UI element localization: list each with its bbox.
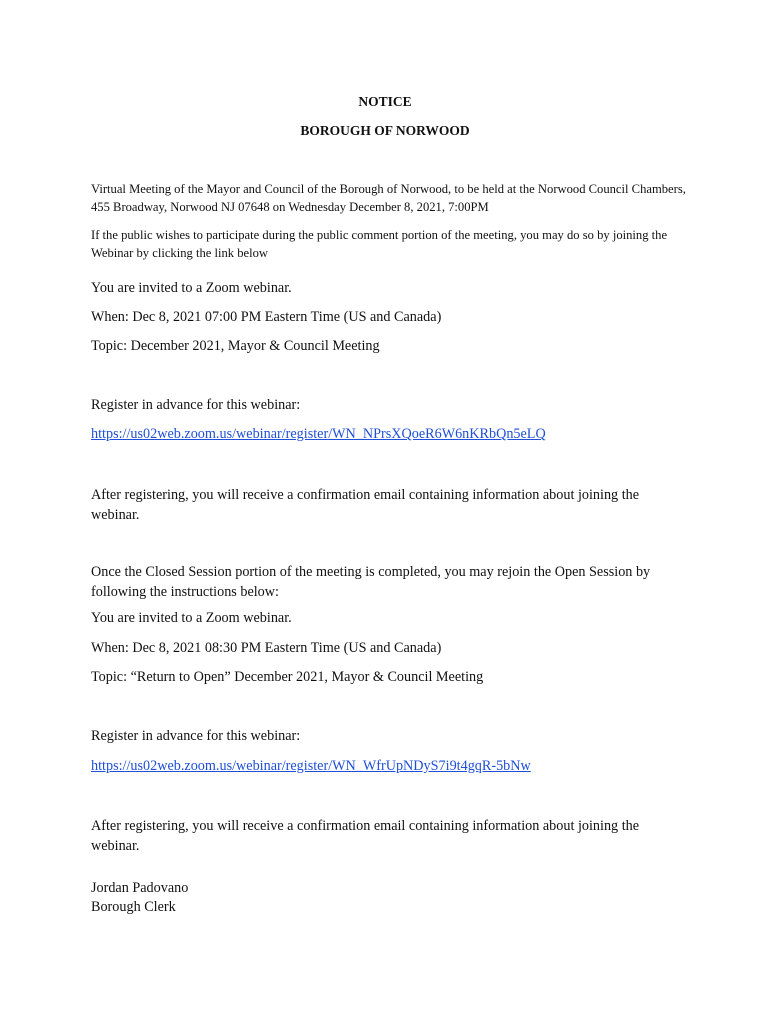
webinar1-register-link-wrapper xyxy=(91,426,546,443)
closed-session-paragraph: Once the Closed Session portion of the meeting is completed, you may rejoin the Open Session by following the instructions below: xyxy=(91,564,651,600)
notice-heading: NOTICE xyxy=(358,94,412,109)
webinar1-invite: You are invited to a Zoom webinar. xyxy=(91,280,292,296)
webinar2-register-link[interactable]: https://us02web.zoom.us/webinar/register/WN_WfrUpNDyS7i9t4gqR-5bNw xyxy=(91,758,531,774)
signature-name: Jordan Padovano xyxy=(91,880,189,896)
signature-title: Borough Clerk xyxy=(91,899,176,915)
meeting-paragraph: Virtual Meeting of the Mayor and Council of the Borough of Norwood, to be held at the Norwood Council Chambers, 455 Broadway, Norwood NJ 07648 on Wednesday December 8, 2021, 7:00PM xyxy=(91,182,686,214)
borough-heading: BOROUGH OF NORWOOD xyxy=(300,123,470,138)
webinar2-invite: You are invited to a Zoom webinar. xyxy=(91,610,292,626)
webinar1-topic: Topic: December 2021, Mayor & Council Meeting xyxy=(91,338,380,354)
webinar2-when: When: Dec 8, 2021 08:30 PM Eastern Time (US and Canada) xyxy=(91,640,442,656)
public-participation-paragraph: If the public wishes to participate during the public comment portion of the meeting, you may do so by joining the Webinar by clicking the link below xyxy=(91,228,668,260)
webinar1-after-registering: After registering, you will receive a confirmation email containing information about joining the webinar. xyxy=(91,487,640,523)
webinar2-topic: Topic: “Return to Open” December 2021, Mayor & Council Meeting xyxy=(91,669,484,685)
webinar1-register-label: Register in advance for this webinar: xyxy=(91,397,301,413)
webinar1-register-link[interactable]: https://us02web.zoom.us/webinar/register/WN_NPrsXQoeR6W6nKRbQn5eLQ xyxy=(91,426,546,442)
webinar2-after-registering: After registering, you will receive a confirmation email containing information about joining the webinar. xyxy=(91,818,640,854)
webinar2-register-label: Register in advance for this webinar: xyxy=(91,728,301,744)
webinar1-when: When: Dec 8, 2021 07:00 PM Eastern Time (US and Canada) xyxy=(91,309,442,325)
webinar2-register-link-wrapper xyxy=(91,758,531,775)
